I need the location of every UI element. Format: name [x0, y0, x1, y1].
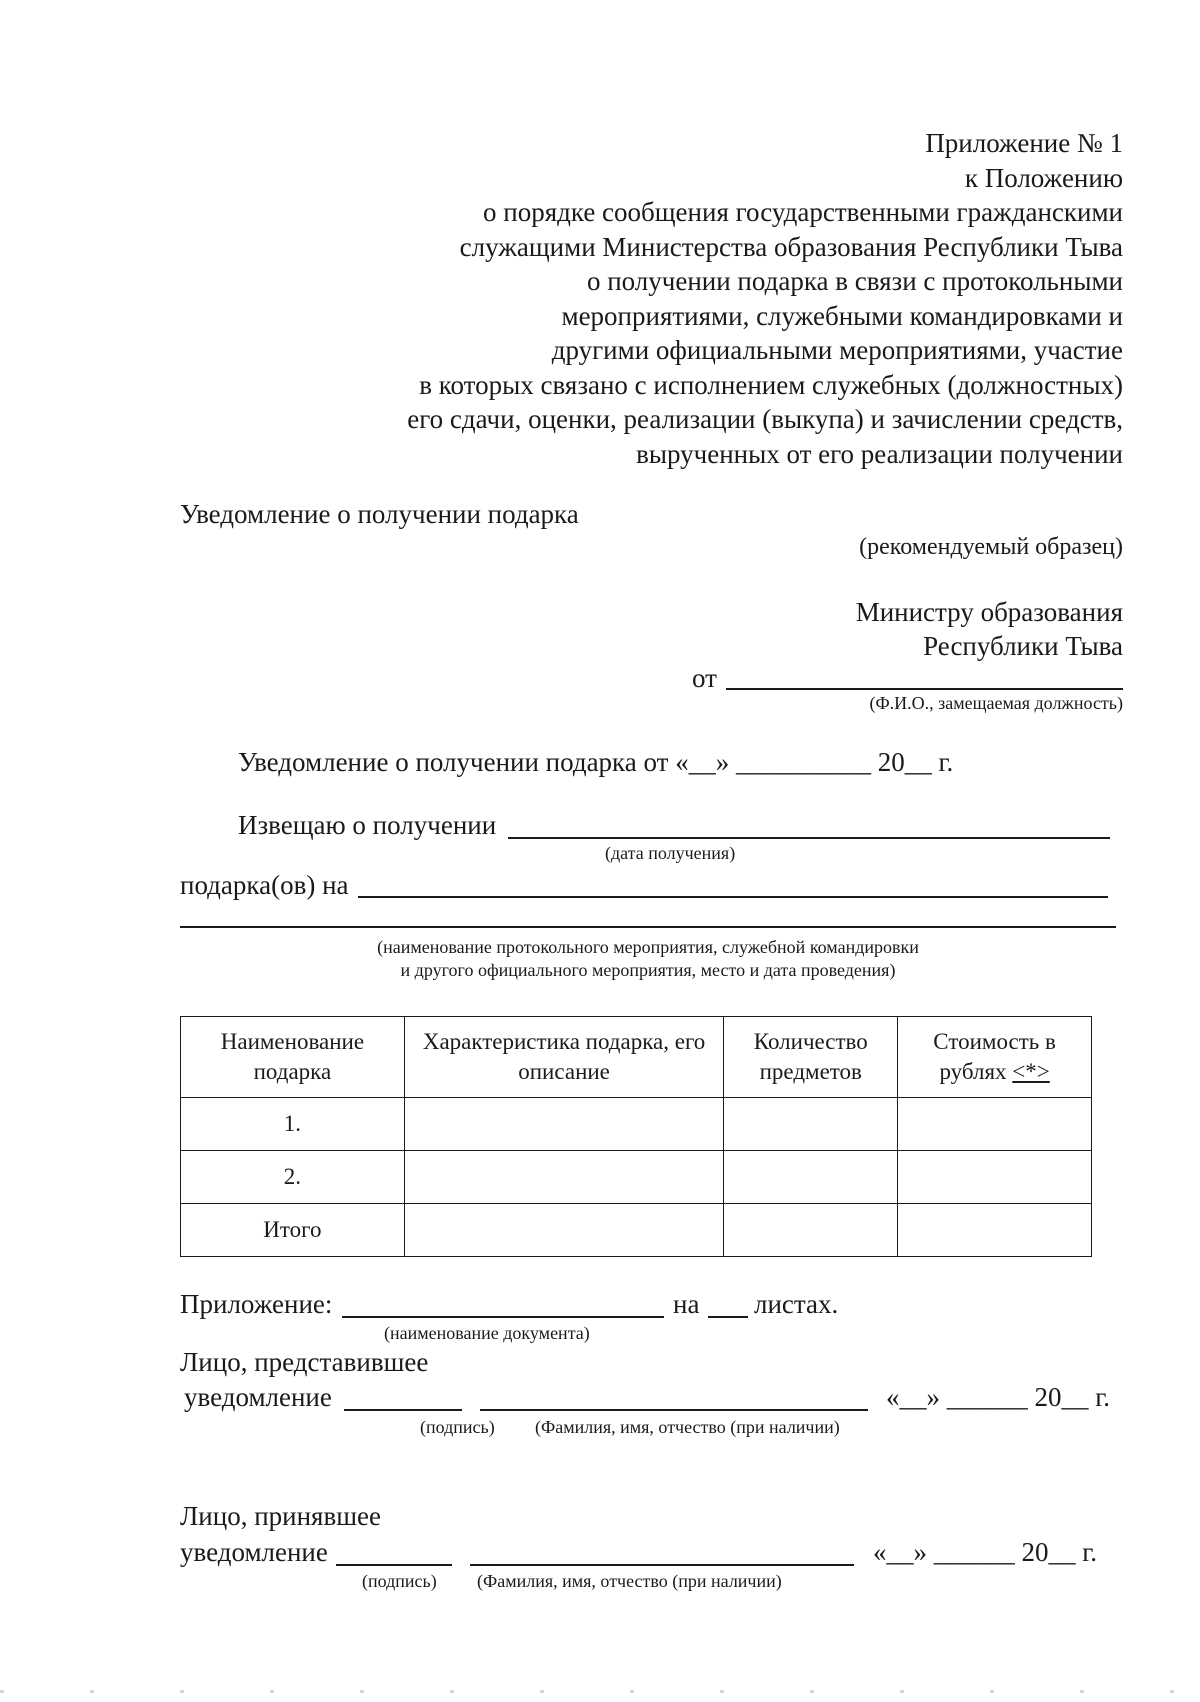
receipt-date-field[interactable]: [508, 837, 1110, 839]
table-cell[interactable]: [898, 1098, 1092, 1151]
column-header-name: Наименование подарка: [181, 1017, 405, 1098]
presenter-label-2: уведомление: [184, 1382, 332, 1412]
addressee-line-1: Министру образования: [855, 597, 1123, 627]
table-cell[interactable]: [724, 1204, 898, 1257]
date-caption: (дата получения): [605, 843, 736, 863]
from-caption: (Ф.И.О., замещаемая должность): [869, 693, 1123, 713]
event-caption-1: (наименование протокольного мероприятия, служебной командировки: [377, 937, 919, 957]
event-caption-2: и другого официального мероприятия, место и дата проведения): [400, 960, 896, 980]
table-header-row: [181, 1017, 1092, 1098]
header-line: его сдачи, оценки, реализации (выкупа) и зачислении средств,: [407, 404, 1123, 434]
presenter-name-field[interactable]: [480, 1409, 868, 1411]
scan-artifact-line: [0, 1690, 1200, 1693]
presenter-signature-field[interactable]: [344, 1409, 462, 1411]
table-cell[interactable]: 2.: [181, 1151, 405, 1204]
form-title: Уведомление о получении подарка: [180, 499, 579, 529]
header-line: в которых связано с исполнением служебных (должностных): [419, 369, 1123, 400]
attachment-document-field[interactable]: [342, 1316, 664, 1318]
header-line: о порядке сообщения государственными гражданскими: [483, 197, 1123, 227]
sample-note: (рекомендуемый образец): [859, 534, 1123, 560]
header-line: к Положению: [964, 162, 1123, 193]
event-field-continued[interactable]: [180, 926, 1116, 928]
presenter-label-1: Лицо, представившее: [180, 1347, 429, 1377]
footnote-ref[interactable]: <*>: [1012, 1059, 1050, 1084]
header-line: другими официальными мероприятиями, участие: [551, 335, 1123, 365]
table-cell[interactable]: [404, 1098, 724, 1151]
table-cell[interactable]: 1.: [181, 1098, 405, 1151]
table-row: [181, 1151, 1092, 1204]
receiver-name-field[interactable]: [470, 1564, 854, 1566]
attachment-sheets-field[interactable]: [708, 1316, 748, 1318]
notice-date-line: Уведомление о получении подарка от «__» __________ 20__ г.: [238, 747, 954, 777]
column-header-description: Характеристика подарка, его описание: [404, 1017, 724, 1098]
presenter-date: «__» ______ 20__ г.: [886, 1382, 1111, 1412]
receiver-label-1: Лицо, принявшее: [180, 1501, 381, 1531]
receiver-date: «__» ______ 20__ г.: [873, 1537, 1098, 1567]
attachment-caption: (наименование документа): [384, 1323, 590, 1343]
column-header-cost: Стоимость в рублях <*>: [898, 1017, 1092, 1098]
gifts-table: [180, 1016, 1092, 1257]
table-row: [181, 1098, 1092, 1151]
receiver-signature-field[interactable]: [336, 1564, 452, 1566]
table-cell[interactable]: [898, 1151, 1092, 1204]
event-field[interactable]: [358, 896, 1108, 898]
header-line: о получении подарка в связи с протокольными: [586, 266, 1123, 296]
attachment-label: Приложение:: [180, 1289, 333, 1319]
table-row-total: [181, 1204, 1092, 1257]
from-field[interactable]: [726, 688, 1123, 690]
addressee-line-2: Республики Тыва: [923, 631, 1123, 661]
header-line: Приложение № 1: [925, 128, 1123, 158]
table-cell[interactable]: [404, 1151, 724, 1204]
from-label: от: [692, 663, 717, 693]
table-cell[interactable]: [724, 1151, 898, 1204]
notify-label: Извещаю о получении: [238, 810, 497, 840]
gift-on-label: подарка(ов) на: [180, 870, 349, 900]
receiver-sign-caption: (подпись): [362, 1571, 437, 1591]
appendix-header: [407, 126, 1123, 471]
table-cell[interactable]: Итого: [181, 1204, 405, 1257]
receiver-name-caption: (Фамилия, имя, отчество (при наличии): [477, 1571, 782, 1591]
table-cell[interactable]: [404, 1204, 724, 1257]
header-line: мероприятиями, служебными командировками и: [561, 300, 1123, 331]
attachment-on: на: [673, 1289, 700, 1319]
header-line: служащими Министерства образования Республики Тыва: [459, 231, 1123, 262]
receiver-label-2: уведомление: [180, 1537, 328, 1567]
presenter-name-caption: (Фамилия, имя, отчество (при наличии): [535, 1417, 840, 1437]
header-line: вырученных от его реализации получении: [636, 438, 1123, 469]
attachment-sheets: листах.: [754, 1289, 839, 1319]
table-cell[interactable]: [724, 1098, 898, 1151]
table-cell[interactable]: [898, 1204, 1092, 1257]
presenter-sign-caption: (подпись): [420, 1417, 495, 1437]
column-header-quantity: Количество предметов: [724, 1017, 898, 1098]
